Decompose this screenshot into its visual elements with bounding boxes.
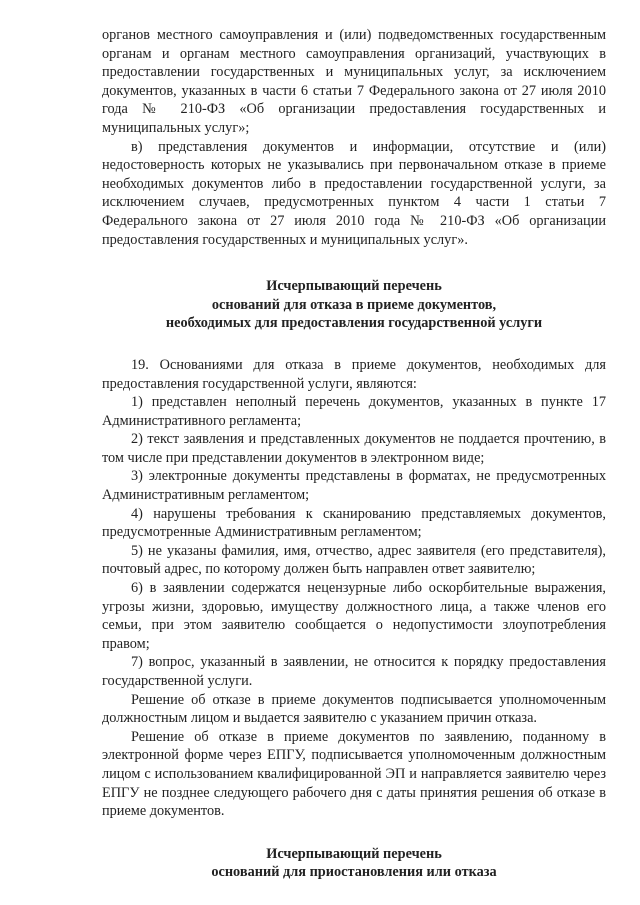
list-item: 1) представлен неполный перечень документов, указанных в пункте 17 Административного регламента; [102,394,606,429]
paragraph-decision-signing: Решение об отказе в приеме документов подписывается уполномоченным должностным лицом и выдается заявителю с указанием причин отказа. [102,691,606,727]
document-text [102,26,606,882]
paragraph-decision-electronic: Решение об отказе в приеме документов по заявлению, поданному в электронной форме через ЕПГУ, подписывается уполномоченным должностным лицом с использованием квалифицированной ЭП и направляется заявителю через ЕПГУ не позднее следующего рабочего дня с даты принятия решения об отказе в приеме документов. [102,728,606,820]
list-item: 3) электронные документы представлены в форматах, не предусмотренных Административным регламентом; [102,468,606,504]
list-item: 7) вопрос, указанный в заявлении, не относится к порядку предоставления государственной услуги. [102,654,606,689]
section-heading-suspension [102,821,606,882]
grounds-list [102,393,606,691]
paragraph-block-a: органов местного самоуправления и (или) подведомственных государственным органам и органам местного самоуправления организаций, участвующих в предоставлении государственных и муниципальных услуг, за исключением документов, указанных в части 6 статьи 7 Федерального закона от 27 июля 2010 года № 210-ФЗ «Об организации предоставления государственных и муниципальных услуг»; [102,27,606,136]
heading-line: необходимых для предоставления государственной услуги [165,315,543,332]
list-item: 2) текст заявления и представленных документов не поддается прочтению, в том числе при представлении документов в электронном виде; [102,431,606,466]
list-item: 6) в заявлении содержатся нецензурные либо оскорбительные выражения, угрозы жизни, здоровью, имуществу должностного лица, а также членов его семьи, при этом заявителю сообщается о недопустимости злоупотребления правом; [102,580,606,652]
heading-line: оснований для отказа в приеме документов, [211,296,497,313]
heading-line: Исчерпывающий перечень [266,845,442,862]
list-item: 4) нарушены требования к сканированию представляемых документов, предусмотренные Административным регламентом; [102,505,606,541]
list-item: 5) не указаны фамилия, имя, отчество, адрес заявителя (его представителя), почтовый адрес, по которому должен быть направлен ответ заявителю; [102,542,606,578]
paragraph-19: 19. Основаниями для отказа в приеме документов, необходимых для предоставления государственной услуги, являются: [102,356,606,392]
heading-line: Исчерпывающий перечень [266,278,442,295]
section-heading-refusal [102,249,606,356]
paragraph-block-b: в) представления документов и информации, отсутствие и (или) недостоверность которых не указывались при первоначальном отказе в приеме необходимых документов либо в предоставлении государственной услуги, за исключением случаев, предусмотренных пунктом 4 части 1 статьи 7 Федерального закона от 27 июля 2010 года № 210-ФЗ «Об организации предоставления государственных и муниципальных услуг». [102,138,606,248]
heading-line: оснований для приостановления или отказа [211,864,497,881]
